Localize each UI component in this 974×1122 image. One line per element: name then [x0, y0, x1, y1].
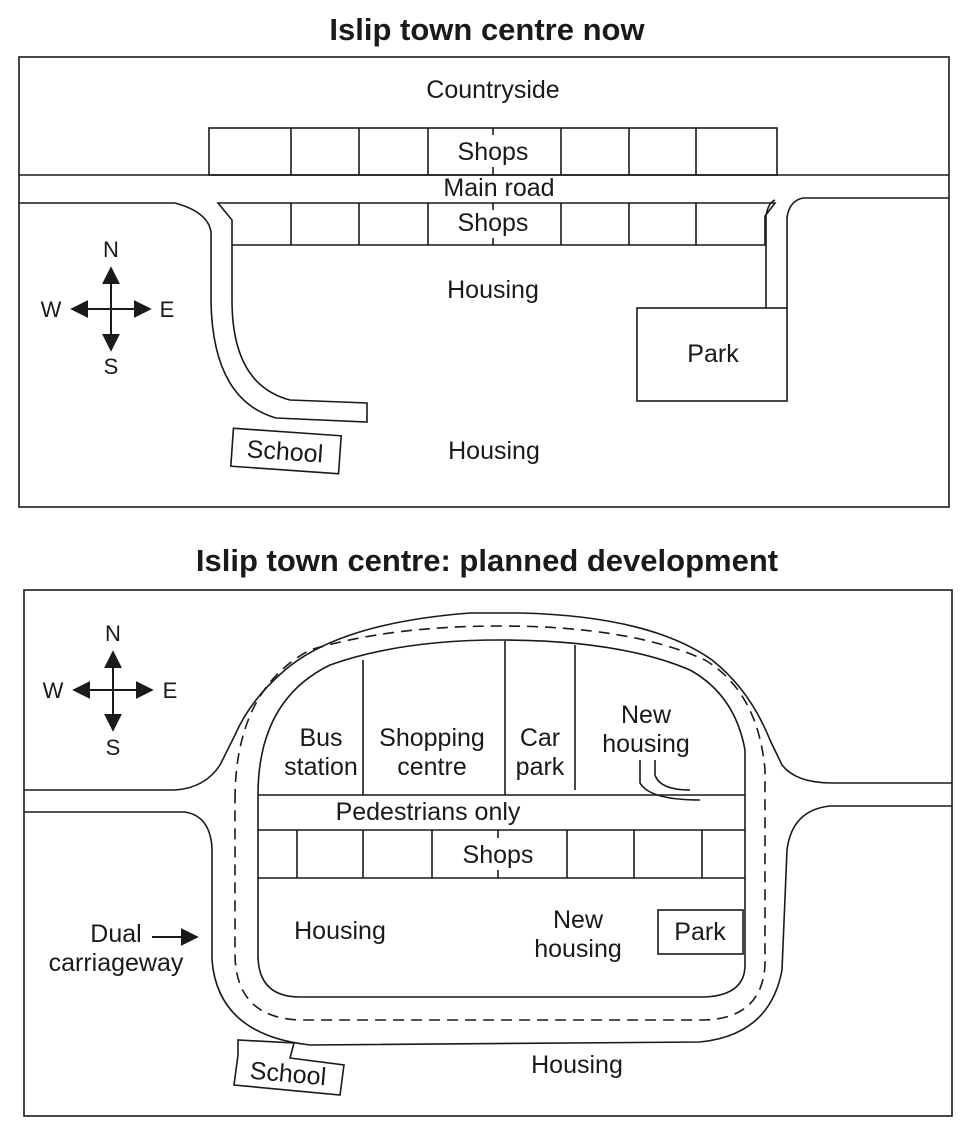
label-housing-inner: Housing: [294, 917, 386, 945]
label-car-park-2: park: [515, 753, 565, 781]
side-road-east-inner: [766, 200, 775, 308]
label-housing-south-planned: Housing: [531, 1051, 623, 1079]
map-now-labels: [41, 76, 740, 469]
label-shops-planned: Shops: [462, 841, 534, 869]
label-new-housing-se-2: housing: [534, 935, 622, 963]
compass-planned-n: N: [105, 621, 121, 646]
label-main-road: Main road: [443, 174, 555, 202]
label-park-now: Park: [687, 340, 739, 368]
label-housing-centre: Housing: [447, 276, 539, 304]
compass-planned: [74, 652, 152, 730]
label-shopping-centre-2: centre: [397, 753, 467, 781]
compass-now-e: E: [159, 297, 175, 322]
compass-planned-s: S: [105, 735, 121, 760]
label-park-planned: Park: [674, 918, 726, 946]
new-housing-ne-access: [655, 760, 690, 790]
label-dual-carriageway-1: Dual: [90, 920, 142, 948]
compass-planned-e: E: [162, 678, 178, 703]
compass-planned-w: W: [42, 678, 64, 703]
label-school-planned: School: [248, 1056, 328, 1092]
label-school-now: School: [245, 435, 325, 469]
map-title-planned: Islip town centre: planned development: [195, 543, 779, 578]
compass-now-n: N: [103, 237, 119, 262]
compass-now: [72, 268, 150, 350]
label-new-housing-ne-1: New: [620, 701, 672, 729]
label-pedestrians-only: Pedestrians only: [335, 798, 521, 826]
map-title-now: Islip town centre now: [329, 12, 645, 47]
label-shops-south: Shops: [457, 209, 529, 237]
side-road-east: [787, 198, 949, 308]
side-road-west: [19, 203, 367, 422]
label-new-housing-ne-2: housing: [602, 730, 690, 758]
compass-now-s: S: [103, 354, 119, 379]
label-car-park-1: Car: [519, 724, 561, 752]
label-housing-south: Housing: [448, 437, 540, 465]
new-housing-ne-access-outer: [640, 760, 700, 800]
label-shops-north: Shops: [457, 138, 529, 166]
label-bus-station-1: Bus: [299, 724, 343, 752]
label-shopping-centre-1: Shopping: [379, 724, 485, 752]
compass-now-w: W: [40, 297, 62, 322]
label-countryside: Countryside: [426, 76, 560, 104]
label-new-housing-se-1: New: [552, 906, 604, 934]
label-dual-carriageway-2: carriageway: [48, 949, 184, 977]
label-bus-station-2: station: [284, 753, 358, 781]
